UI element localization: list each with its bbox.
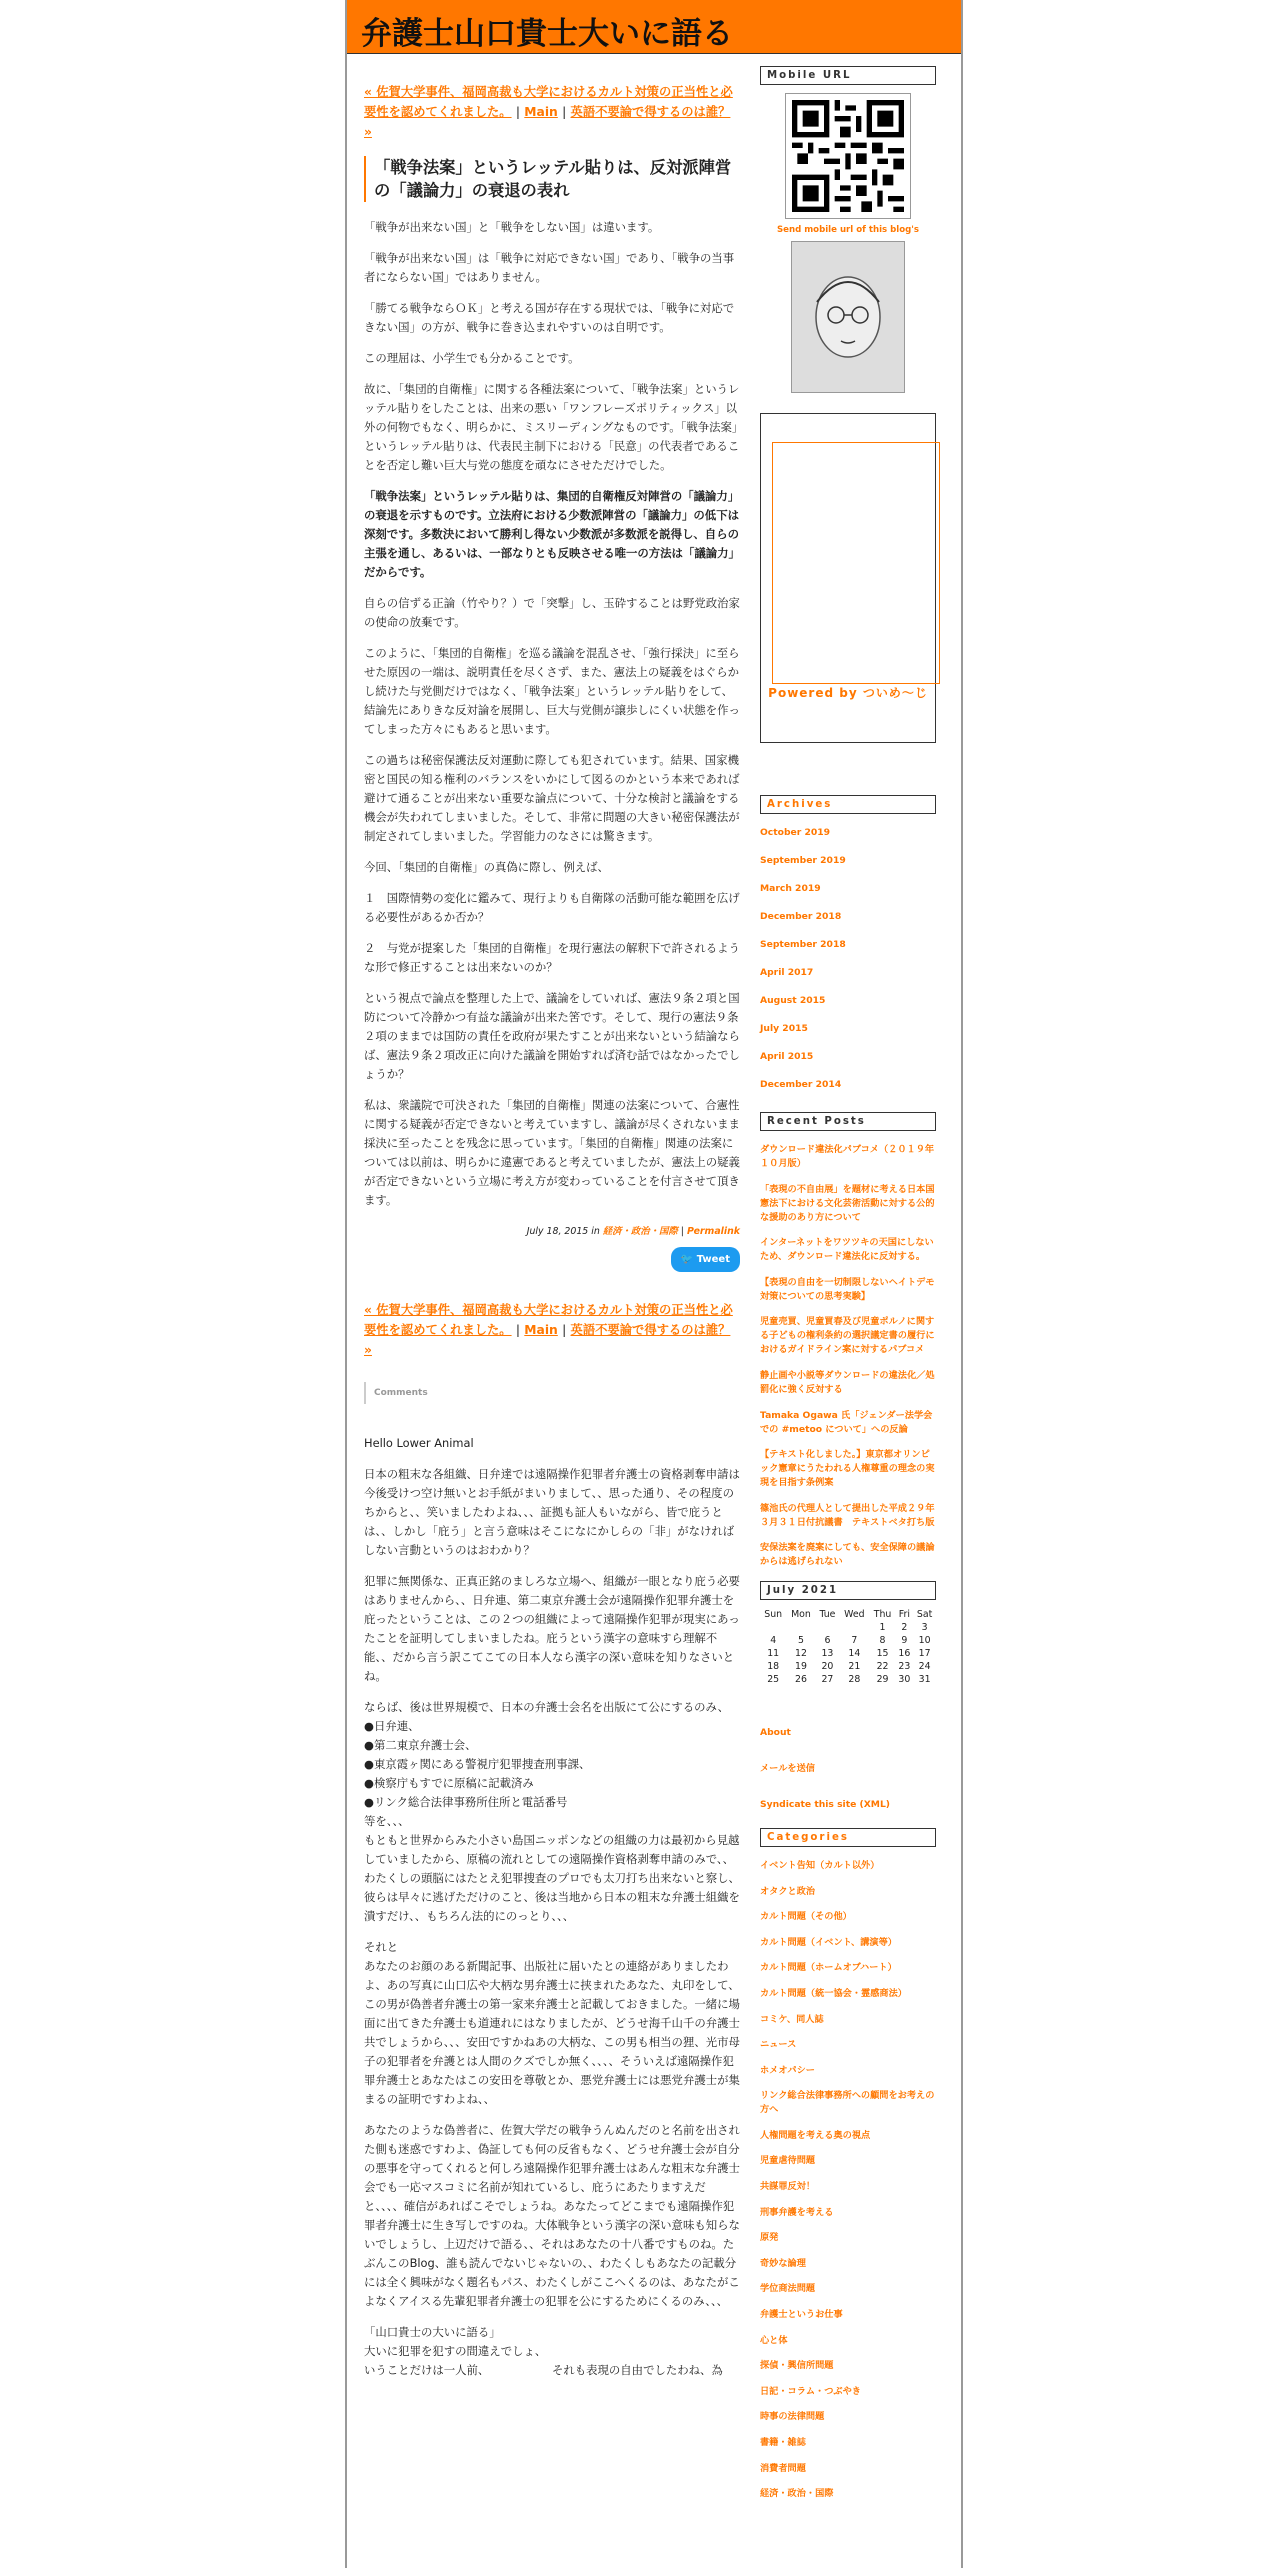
calendar-day	[816, 1621, 840, 1634]
category-link[interactable]: イベント告知（カルト以外）	[760, 1859, 880, 1871]
calendar-day: 26	[795, 1673, 807, 1685]
calendar-day: 9	[901, 1634, 908, 1646]
category-link[interactable]: 原発	[760, 2232, 779, 2244]
calendar-day: 13	[821, 1647, 834, 1659]
post-footer-separator: |	[680, 1226, 684, 1237]
category-link[interactable]: ホメオパシー	[760, 2064, 815, 2076]
calendar-heading: July 2021	[767, 1584, 839, 1596]
category-link[interactable]: 刑事弁護を考える	[760, 2206, 834, 2218]
comment-paragraph: それと あなたのお顔のある新聞記事、出版社に届いたとの連絡がありましたわよ、あの写真に山口広や大柄な男弁護士に挟まれたあなた、丸印をして、この男が偽善者弁護士の第一家来弁護士と記載しておきました。一緒に場面に出てきた弁護士も道連れにはなりましたが、どうせ海千山千の弁護士共でしょうから、、、安田ですかねあの大柄な、この男も相当の狸、光市母子の犯罪者を弁護とは人間のクズでしか無く、、、、そういえば遠隔操作犯罪弁護士とあなたはこの安田を尊敬とか、悪党弁護士には悪党弁護士が集まるの証明ですわよね、、	[364, 1940, 740, 2106]
calendar-day: 20	[821, 1660, 834, 1672]
next-entry-link[interactable]: 英語不要論で得するのは誰？ »	[364, 105, 731, 139]
calendar-day: 5	[798, 1634, 804, 1646]
qr-code	[785, 93, 911, 219]
calendar-day: 17	[918, 1647, 931, 1659]
calendar-day: 28	[848, 1673, 861, 1685]
category-link[interactable]: 時事の法律問題	[760, 2411, 825, 2423]
entry-paragraph: 「戦争が出来ない国」と「戦争をしない国」は違います。	[364, 220, 660, 234]
tweet-label: Tweet	[696, 1254, 730, 1265]
main-content	[364, 82, 740, 2392]
calendar-box	[760, 1581, 936, 1600]
archive-link[interactable]: August 2015	[760, 995, 826, 1006]
category-link[interactable]: 日記・コラム・つぶやき	[760, 2385, 861, 2397]
post-footer	[364, 1222, 740, 1241]
comment-paragraph: ならば、後は世界規模で、日本の弁護士会名を出版にて公にするのみ、 ●日弁連、 ●第二東京弁護士会、 ●東京霞ヶ関にある警視庁犯罪捜査刑事課、 ●検察庁もすでに原稿に記載済み ●リンク総合法律事務所住所と電話番号 等を、、、 もともと世界からみた小さい島国ニッポンなどの組織の力は最初から見越していましたから、原稿の流れとしての遠隔操作資格剥奪申請のみで、、わたくしの頭脳にはたとえ犯罪捜査のプロでも太刀打ち出来ないと察し、彼らは早々に逃げただけのこと、後は当地から日本の粗末な弁護士組織を潰すだけ、、もちろん法的にのっとり、、、	[364, 1700, 740, 1923]
main-link[interactable]: Main	[524, 105, 558, 119]
calendar-day: 16	[898, 1647, 911, 1659]
calendar-day: 24	[918, 1660, 931, 1672]
category-link[interactable]: 学位商法問題	[760, 2283, 816, 2295]
calendar-day-header: Sun	[764, 1608, 783, 1620]
powered-by-link[interactable]: Powered by ついめ～じ	[768, 686, 928, 700]
recent-post-link[interactable]: 静止画や小説等ダウンロードの違法化／処罰化に強く反対する	[760, 1369, 935, 1395]
calendar-day: 31	[918, 1673, 931, 1685]
category-link[interactable]: カルト問題（ホームオブハート）	[760, 1962, 897, 1974]
recent-posts-list	[760, 1143, 936, 1569]
comments-heading: Comments	[364, 1382, 740, 1404]
calendar-day: 11	[767, 1647, 780, 1659]
calendar-day: 25	[767, 1673, 780, 1685]
recent-post-link[interactable]: 【表現の自由を一切制限しないヘイトデモ対策についての思考実験】	[760, 1276, 935, 1302]
archive-link[interactable]: October 2019	[760, 827, 831, 838]
category-link[interactable]: 奇妙な論理	[760, 2257, 806, 2269]
calendar-day-header: Sat	[916, 1608, 933, 1620]
entry-paragraph: 今回、「集団的自衛権」の真偽に際し、例えば、	[364, 860, 609, 874]
category-link[interactable]: 書籍・雑誌	[760, 2437, 806, 2448]
widget-image[interactable]	[772, 442, 940, 684]
recent-post-link[interactable]: インターネットをワツツキの天国にしないため、ダウンロード違法化に反対する。	[760, 1237, 934, 1263]
comment-paragraph: 「山口貴士の大いに語る」 大いに犯罪を犯すの間違えでしょ、 いうことだけは一人前、 それも表現の自由でしたわね、為	[364, 2325, 723, 2377]
archive-link[interactable]: September 2019	[760, 855, 846, 866]
mobile-url-heading: Mobile URL	[767, 70, 852, 81]
qr-code-icon	[792, 100, 904, 212]
nav-separator: |	[515, 1323, 521, 1337]
about-link[interactable]: About	[760, 1726, 791, 1738]
calendar-day	[786, 1621, 815, 1634]
calendar-day: 14	[848, 1647, 861, 1659]
comment-body	[364, 1465, 740, 2380]
archive-link[interactable]: March 2019	[760, 883, 821, 894]
post-category-link[interactable]: 経済・政治・国際	[602, 1226, 678, 1237]
category-link[interactable]: リンク総合法律事務所への顧問をお考えの方へ	[760, 2090, 935, 2116]
entry-nav-bottom	[364, 1300, 740, 1360]
category-link[interactable]: カルト問題（その他）	[760, 1911, 852, 1923]
calendar-day: 30	[898, 1673, 911, 1685]
entry-paragraph: という視点で論点を整理した上で、議論をしていれば、憲法９条２項と国防について冷静かつ有益な議論が出来た筈です。そして、現行の憲法９条２項のままでは国防の責任を政府が果たすことが出来ないという結論ならば、憲法９条２項改正に向けた議論を開始すれば済む話ではなかったでしょうか？	[364, 991, 740, 1081]
calendar-day: 4	[770, 1634, 777, 1646]
entry-paragraph: ２ 与党が提案した「集団的自衛権」を現行憲法の解釈下で許されるような形で修正することは出来ないのか？	[364, 941, 740, 974]
calendar-day-header: Thu	[873, 1608, 892, 1620]
comment-paragraph: 犯罪に無関係な、正真正銘のましろな立場へ、組織が一眼となり庇う必要はありませんから、、日弁連、第二東京弁護士会が遠隔操作犯罪弁護士を庇ったということは、この２つの組織によって遠隔操作犯罪が現実にあったことを証明してしまいましたね。庇うという漢字の意味すら理解不能、、だから言う訳こてこての日本人なら漢字の深い意味を知りなさいとね。	[364, 1574, 740, 1683]
category-link[interactable]: 経済・政治・国際	[760, 2488, 834, 2500]
calendar-day	[760, 1621, 786, 1634]
category-link[interactable]: オタクと政治	[760, 1885, 816, 1897]
calendar-day: 19	[795, 1660, 807, 1672]
calendar-day: 8	[879, 1634, 886, 1646]
calendar-day: 6	[824, 1634, 831, 1646]
category-link[interactable]: コミケ、同人誌	[760, 2013, 824, 2025]
calendar-day-header: Wed	[844, 1608, 865, 1620]
nav-separator: |	[562, 105, 567, 119]
category-link[interactable]: 探偵・興信所問題	[760, 2360, 834, 2372]
calendar-day: 1	[879, 1621, 886, 1633]
calendar-day-header: Mon	[791, 1608, 811, 1620]
calendar-day-header: Fri	[898, 1608, 910, 1620]
category-link[interactable]: 弁護士というお仕事	[760, 2309, 843, 2321]
calendar-day: 18	[767, 1660, 780, 1672]
entry-bold-paragraph: 「戦争法案」というレッテル貼りは、集団的自衛権反対陣営の「議論力」の衰退を示すものです。立法府における少数派陣営の「議論力」の低下は深刻です。多数決において勝利し得ない少数派が多数派を説得し、自らの主張を通し、あるいは、一部なりとも反映させる唯一の方法は「議論力」だからです。	[364, 489, 740, 579]
calendar-day: 10	[918, 1634, 931, 1646]
archive-link[interactable]: April 2015	[760, 1051, 814, 1062]
category-link[interactable]: 人権問題を考える奥の視点	[760, 2129, 871, 2141]
category-link[interactable]: 消費者問題	[760, 2462, 806, 2474]
entry-paragraph: 「勝てる戦争ならＯＫ」と考える国が存在する現状では、「戦争に対応できない国」の方が、戦争に巻き込まれやすいのは自明です。	[364, 301, 735, 334]
entry-paragraph: 故に、「集団的自衛権」に関する各種法案について、「戦争法案」というレッテル貼りをしたことは、出来の悪い「ワンフレーズポリティックス」以外の何物でもなく、明らかに、ミスリーディングなものです。「戦争法案」というレッテル貼りは、代表民主制下における「民意」の代表者であることを否定し難い巨大与党の態度を頑なにさせただけでした。	[364, 382, 740, 472]
entry-paragraph: この理屈は、小学生でも分かることです。	[364, 351, 580, 365]
next-entry-link-bottom[interactable]: 英語不要論で得するのは誰？ »	[364, 1323, 731, 1357]
recent-posts-heading: Recent Posts	[767, 1116, 866, 1127]
blog-title[interactable]: 弁護士山口貴士大いに語る	[361, 16, 733, 52]
entry-paragraph: 「戦争が出来ない国」は「戦争に対応できない国」であり、「戦争の当事者にならない国」ではありません。	[364, 251, 735, 284]
category-link[interactable]: カルト問題（イベント、講演等）	[760, 1936, 897, 1948]
calendar-day: 23	[898, 1660, 911, 1672]
author-sketch-icon	[803, 257, 893, 377]
archive-link[interactable]: December 2018	[760, 911, 842, 922]
post-date: July 18, 2015 in	[526, 1226, 600, 1237]
recent-post-link[interactable]: 安保法案を廃案にしても、安全保障の議論からは逃げられない	[760, 1542, 935, 1568]
recent-post-link[interactable]: 児童売買、児童買春及び児童ポルノに関する子どもの権利条約の選択議定書の履行におけるガイドライン案に対するパブコメ	[760, 1316, 935, 1356]
calendar-day: 12	[795, 1647, 807, 1659]
archive-link[interactable]: July 2015	[760, 1023, 808, 1034]
calendar-day: 29	[876, 1673, 889, 1685]
categories-box	[760, 1828, 936, 1847]
send-mail-link[interactable]: メールを送信	[760, 1762, 815, 1774]
calendar-day	[839, 1621, 869, 1634]
recent-post-link[interactable]: ダウンロード違法化パブコメ（２０１９年１０月版）	[760, 1144, 935, 1169]
archives-list	[760, 826, 936, 1092]
calendar-day: 2	[901, 1621, 908, 1633]
syndicate-link[interactable]: Syndicate this site (XML)	[760, 1798, 891, 1810]
main-link-bottom[interactable]: Main	[524, 1323, 558, 1337]
calendar-day: 3	[921, 1621, 928, 1633]
permalink-link[interactable]: Permalink	[686, 1226, 740, 1237]
author-avatar	[791, 241, 905, 393]
category-link[interactable]: カルト問題（統一協会・霊感商法）	[760, 1987, 907, 1999]
recent-post-link[interactable]: 篠池氏の代理人として提出した平成２９年３月３１日付抗議書 テキストベタ打ち版	[760, 1502, 935, 1528]
recent-post-link[interactable]: 【テキスト化しました。】東京都オリンピック憲章にうたわれる人権尊重の理念の実現を目指す条例案	[760, 1449, 935, 1489]
mobile-url-box	[760, 66, 936, 85]
entry-nav	[364, 82, 740, 142]
entry-title: 「戦争法案」というレッテル貼りは、反対派陣営の「議論力」の衰退の表れ	[364, 156, 740, 202]
comment-paragraph: あなたのような偽善者に、佐賀大学だの戦争うんぬんだのと名前を出された側も迷惑ですわよ、偽証しても何の反省もなく、どうせ弁護士会が自分の悪事を守ってくれると何しろ遠隔操作犯罪弁護士はあんな粗末な弁護士会でも一応マスコミに名前が知れているし、庇うにあたりますえだと、、、、確信があればこそでしょうね。あなたってどこまでも遠隔操作犯罪者弁護士に生き写しですのね。大体戦争という漢字の深い意味も知らないでしょうし、上辺だけで語る、、それはあなたの十八番ですものね。たぶんこのBlog、誰も読んでないじゃないの、、わたくしもあなたの記載分には全く興味がなく題名もパス、わたくしがここへくるのは、あなたがこよなくアイスる先輩犯罪者弁護士の犯罪を公にするためにくるのみ、、、	[364, 2123, 740, 2308]
categories-list	[760, 1859, 936, 2501]
calendar-day-header: Tue	[819, 1608, 836, 1620]
nav-separator: |	[515, 105, 521, 119]
entry-paragraph: この過ちは秘密保護法反対運動に際しても犯されています。結果、国家機密と国民の知る権利のバランスをいかにして図るのかという本来であれば避けて通ることが出来ない重要な論点について、十分な検討と議論をする機会が失われてしまいました。そして、非常に問題の大きい秘密保護法が制定されてしまいました。学習能力のなさには驚きます。	[364, 753, 740, 843]
archive-link[interactable]: December 2014	[760, 1079, 842, 1090]
entry-paragraph: このように、「集団的自衛権」を巡る議論を混乱させ、「強行採決」に至らせた原因の一端は、説明責任を尽くさず、また、憲法上の疑義をはぐらかし続けた与党側だけではなく、「戦争法案」というレッテル貼りをして、結論先にありきな反対論を展開し、巨大与党側が譲歩しにくい状態を作ってしまった方々にもあると思います。	[364, 646, 740, 736]
categories-heading: Categories	[767, 1831, 849, 1843]
calendar-day: 22	[876, 1660, 889, 1672]
sidebar	[760, 66, 936, 2513]
entry-paragraph: 私は、衆議院で可決された「集団的自衛権」関連の法案について、合憲性に関する疑義が否定できないと考えていますし、議論が尽くされないまま採決に至ったことを残念に思っています。「集団的自衛権」関連の法案については以前は、明らかに違憲であると考えていましたが、憲法上の疑義が否定できないという立場に考え方が変わっていることを付言させて頂きます。	[364, 1098, 740, 1207]
recent-post-link[interactable]: 「表現の不自由展」を題材に考える日本国憲法下における文化芸術活動に対する公的な援助のあり方について	[760, 1183, 935, 1223]
category-link[interactable]: 児童虐待問題	[760, 2155, 816, 2167]
archives-heading: Archives	[767, 799, 833, 810]
page	[345, 0, 963, 2568]
tweet-button[interactable]: 🐦 Tweet	[671, 1247, 740, 1272]
nav-separator: |	[562, 1323, 567, 1337]
recent-post-link[interactable]: Tamaka Ogawa 氏「ジェンダー法学会での #metoo について」への反論	[760, 1409, 933, 1435]
prev-entry-link-bottom[interactable]: « 佐賀大学事件、福岡高裁も大学におけるカルト対策の正当性と必要性を認めてくれました。	[364, 1303, 733, 1337]
calendar-day: 27	[821, 1673, 834, 1685]
send-mobile-url-link[interactable]: Send mobile url of this blog's	[776, 225, 920, 235]
entry-paragraph: 自らの信ずる正論（竹やり？）で「突撃」し、玉砕することは野党政治家の使命の放棄です。	[364, 596, 740, 629]
archives-box	[760, 795, 936, 814]
prev-entry-link[interactable]: « 佐賀大学事件、福岡高裁も大学におけるカルト対策の正当性と必要性を認めてくれました。	[364, 85, 733, 119]
calendar-day: 21	[848, 1660, 861, 1672]
archive-link[interactable]: September 2018	[760, 939, 846, 950]
comment-paragraph: 日本の粗末な各組織、日弁達では遠隔操作犯罪者弁護士の資格剥奪申請は今後受けつ空け無いとお手紙がまいりまして、、思った通り、その程度のちからと、、笑いましたわよね、、、証拠も証人もいながら、皆で庇うとは、、しかし「庇う」と言う意味はそこになにかしらの「非」がなければしない言動というのはおわかり？	[364, 1467, 740, 1557]
calendar-day: 7	[851, 1634, 858, 1646]
category-link[interactable]: 心と体	[760, 2334, 788, 2346]
blog-banner	[347, 0, 961, 54]
calendar-day: 15	[876, 1647, 889, 1659]
category-link[interactable]: 共謀罪反対！	[760, 2181, 816, 2193]
entry-paragraph: １ 国際情勢の変化に鑑みて、現行よりも自衛隊の活動可能な範囲を広げる必要性があるか否か？	[364, 891, 740, 924]
entry-body	[364, 218, 740, 1210]
category-link[interactable]: ニュース	[760, 2039, 797, 2051]
widget-box	[760, 413, 936, 743]
recent-posts-box	[760, 1112, 936, 1131]
calendar-table	[760, 1608, 936, 1686]
comment-greeting: Hello Lower Animal	[364, 1436, 474, 1450]
archive-link[interactable]: April 2017	[760, 967, 814, 978]
